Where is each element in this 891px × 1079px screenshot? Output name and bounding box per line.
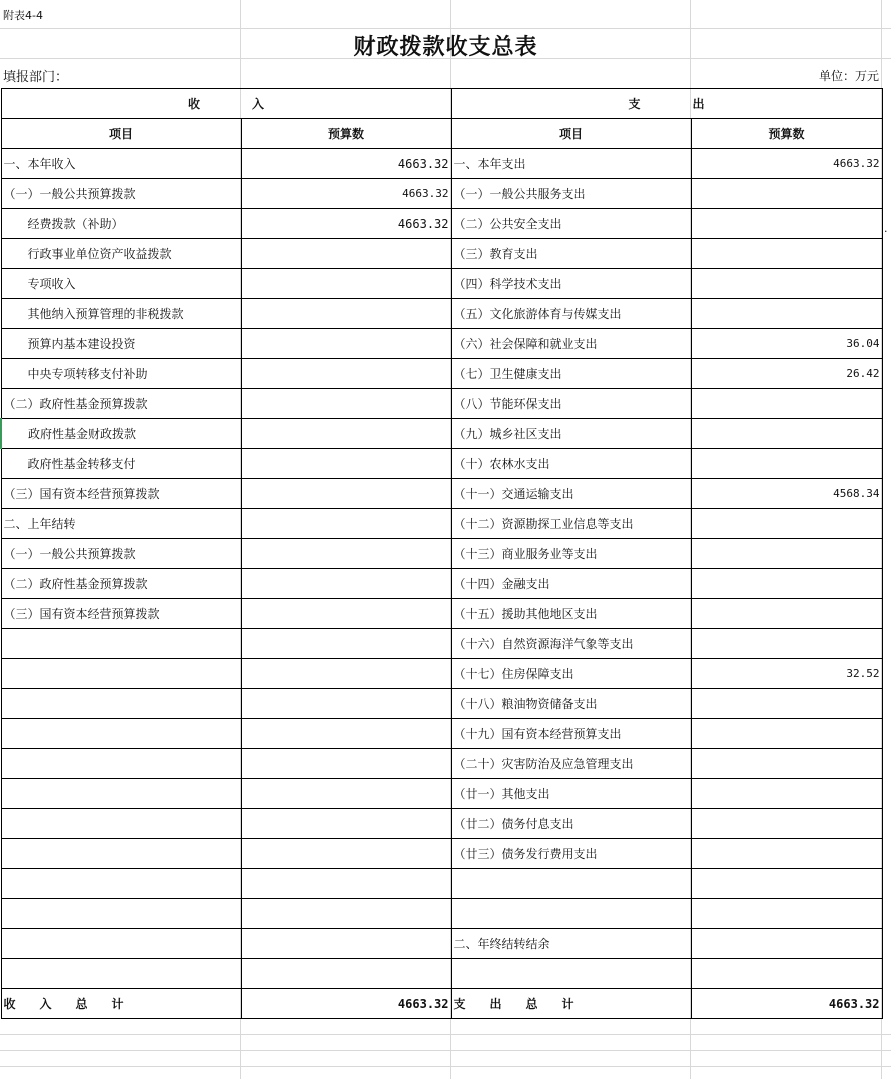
income-item-cell[interactable]: （三）国有资本经营预算拨款: [1, 479, 241, 509]
income-budget-cell[interactable]: [241, 809, 451, 839]
expense-item-cell[interactable]: （八）节能环保支出: [451, 389, 691, 419]
expense-item-cell[interactable]: （十七）住房保障支出: [451, 659, 691, 689]
expense-item-cell[interactable]: （七）卫生健康支出: [451, 359, 691, 389]
income-item-cell[interactable]: [1, 629, 241, 659]
stray-mark: .: [884, 222, 888, 235]
gridline: [0, 1066, 891, 1067]
expense-budget-cell[interactable]: [691, 299, 882, 329]
expense-budget-cell[interactable]: [691, 179, 882, 209]
table-row: [1, 329, 882, 359]
expense-item-cell[interactable]: （廿三）债务发行费用支出: [451, 839, 691, 869]
income-budget-cell[interactable]: [241, 329, 451, 359]
expense-budget-cell[interactable]: 26.42: [691, 359, 882, 389]
expense-item-cell[interactable]: （十八）粮油物资储备支出: [451, 689, 691, 719]
income-total-label[interactable]: [1, 989, 241, 1019]
expense-budget-cell[interactable]: [691, 599, 882, 629]
expense-budget-cell[interactable]: [691, 569, 882, 599]
income-item-cell[interactable]: （二）政府性基金预算拨款: [1, 389, 241, 419]
income-budget-cell[interactable]: [241, 299, 451, 329]
income-budget-cell[interactable]: [241, 599, 451, 629]
expense-item-cell[interactable]: （一）一般公共服务支出: [451, 179, 691, 209]
income-budget-cell[interactable]: [241, 779, 451, 809]
table-row: [1, 209, 882, 239]
income-budget-cell[interactable]: 4663.32: [241, 209, 451, 239]
income-budget-cell[interactable]: [241, 509, 451, 539]
expense-item-cell[interactable]: （六）社会保障和就业支出: [451, 329, 691, 359]
table-row: [1, 569, 882, 599]
income-item-cell[interactable]: [1, 869, 241, 899]
table-row: [1, 779, 882, 809]
expense-item-cell[interactable]: 一、本年支出: [451, 149, 691, 179]
expense-item-cell[interactable]: （十）农林水支出: [451, 449, 691, 479]
table-row: [1, 749, 882, 779]
expense-budget-cell[interactable]: [691, 719, 882, 749]
income-item-cell[interactable]: [1, 899, 241, 929]
income-item-cell[interactable]: [1, 719, 241, 749]
unit-label: 单位：万元: [818, 69, 879, 83]
income-budget-cell[interactable]: [241, 659, 451, 689]
total-label-char: 总: [75, 997, 88, 1011]
expense-item-cell[interactable]: [451, 899, 691, 929]
expense-item-cell[interactable]: （十三）商业服务业等支出: [451, 539, 691, 569]
expense-item-cell[interactable]: （二十）灾害防治及应急管理支出: [451, 749, 691, 779]
income-budget-cell[interactable]: [241, 839, 451, 869]
income-budget-cell[interactable]: [241, 419, 451, 449]
income-budget-cell[interactable]: [241, 569, 451, 599]
income-budget-cell[interactable]: [241, 689, 451, 719]
column-header-row: [1, 119, 882, 149]
section-header-row: [1, 89, 882, 119]
expense-item-cell[interactable]: （十四）金融支出: [451, 569, 691, 599]
table-row: [1, 239, 882, 269]
table-row: [1, 599, 882, 629]
totals-row: [1, 989, 882, 1019]
table-row: [1, 839, 882, 869]
income-item-cell[interactable]: （一）一般公共预算拨款: [1, 179, 241, 209]
expense-budget-cell[interactable]: [691, 809, 882, 839]
total-label-char: 总: [525, 997, 538, 1011]
total-label-char: 出: [489, 997, 502, 1011]
gridline: [0, 1034, 891, 1035]
table-row: [1, 869, 882, 899]
total-label-char: 计: [111, 997, 124, 1011]
income-budget-cell[interactable]: [241, 899, 451, 929]
income-item-cell[interactable]: [1, 839, 241, 869]
total-label-char: 计: [561, 997, 574, 1011]
income-budget-header[interactable]: 预算数: [241, 119, 451, 149]
income-item-cell[interactable]: （二）政府性基金预算拨款: [1, 569, 241, 599]
expense-item-header[interactable]: 项目: [451, 119, 691, 149]
expense-budget-cell[interactable]: 32.52: [691, 659, 882, 689]
income-item-cell[interactable]: 政府性基金财政拨款: [1, 419, 241, 449]
income-budget-cell[interactable]: [241, 539, 451, 569]
expense-item-cell[interactable]: （九）城乡社区支出: [451, 419, 691, 449]
income-item-cell[interactable]: 二、上年结转: [1, 509, 241, 539]
total-label-char: 支: [453, 997, 466, 1011]
expense-item-cell[interactable]: （三）教育支出: [451, 239, 691, 269]
expense-budget-cell[interactable]: 4568.34: [691, 479, 882, 509]
table-row: [1, 629, 882, 659]
expense-budget-cell[interactable]: [691, 959, 882, 989]
table-row: [1, 299, 882, 329]
income-item-cell[interactable]: 行政事业单位资产收益拨款: [1, 239, 241, 269]
expense-budget-cell[interactable]: [691, 209, 882, 239]
table-row: [1, 149, 882, 179]
expense-item-cell[interactable]: [451, 959, 691, 989]
income-item-cell[interactable]: [1, 749, 241, 779]
table-row: [1, 929, 882, 959]
expense-budget-cell[interactable]: 4663.32: [691, 149, 882, 179]
table-row: [1, 539, 882, 569]
income-budget-cell[interactable]: [241, 869, 451, 899]
expense-budget-cell[interactable]: [691, 689, 882, 719]
table-row: [1, 269, 882, 299]
expense-budget-cell[interactable]: [691, 269, 882, 299]
expense-budget-header[interactable]: 预算数: [691, 119, 882, 149]
table-row: [1, 689, 882, 719]
expense-budget-cell[interactable]: [691, 899, 882, 929]
income-item-cell[interactable]: （三）国有资本经营预算拨款: [1, 599, 241, 629]
income-item-header[interactable]: 项目: [1, 119, 241, 149]
income-item-cell[interactable]: （一）一般公共预算拨款: [1, 539, 241, 569]
income-budget-cell[interactable]: 4663.32: [241, 179, 451, 209]
expense-budget-cell[interactable]: [691, 869, 882, 899]
table-row: [1, 419, 882, 449]
gridline: [0, 1050, 891, 1051]
income-budget-cell[interactable]: [241, 959, 451, 989]
income-item-cell[interactable]: [1, 689, 241, 719]
expense-item-cell[interactable]: [451, 869, 691, 899]
expense-budget-cell[interactable]: [691, 239, 882, 269]
expense-item-cell[interactable]: （二）公共安全支出: [451, 209, 691, 239]
expense-budget-cell[interactable]: [691, 629, 882, 659]
expense-budget-cell[interactable]: [691, 929, 882, 959]
income-budget-cell[interactable]: [241, 479, 451, 509]
total-label-char: 入: [39, 997, 52, 1011]
income-section-header[interactable]: 收 入: [1, 89, 451, 119]
income-total-value[interactable]: 4663.32: [241, 989, 451, 1019]
expense-item-cell[interactable]: （十九）国有资本经营预算支出: [451, 719, 691, 749]
income-item-cell[interactable]: 政府性基金转移支付: [1, 449, 241, 479]
expense-section-header[interactable]: 支 出: [451, 89, 882, 119]
table-row: [1, 449, 882, 479]
income-item-cell[interactable]: [1, 809, 241, 839]
table-row: [1, 899, 882, 929]
page-title: 财政拨款收支总表: [353, 34, 538, 60]
table-row: [1, 389, 882, 419]
income-item-cell[interactable]: 专项收入: [1, 269, 241, 299]
income-item-cell[interactable]: 中央专项转移支付补助: [1, 359, 241, 389]
budget-table: [0, 88, 883, 1019]
reporting-department-label: 填报部门：: [3, 70, 69, 85]
expense-budget-cell[interactable]: 36.04: [691, 329, 882, 359]
income-item-cell[interactable]: 经费拨款（补助）: [1, 209, 241, 239]
total-label-char: 收: [3, 997, 16, 1011]
expense-item-cell[interactable]: （四）科学技术支出: [451, 269, 691, 299]
income-item-cell[interactable]: 一、本年收入: [1, 149, 241, 179]
expense-budget-cell[interactable]: [691, 779, 882, 809]
expense-budget-cell[interactable]: [691, 509, 882, 539]
expense-total-value[interactable]: 4663.32: [691, 989, 882, 1019]
expense-item-cell[interactable]: （廿二）债务付息支出: [451, 809, 691, 839]
table-row: [1, 179, 882, 209]
table-row: [1, 659, 882, 689]
income-item-cell[interactable]: 预算内基本建设投资: [1, 329, 241, 359]
income-budget-cell[interactable]: 4663.32: [241, 149, 451, 179]
gridline: [0, 28, 891, 29]
expense-item-cell[interactable]: （廿一）其他支出: [451, 779, 691, 809]
expense-budget-cell[interactable]: [691, 839, 882, 869]
expense-budget-cell[interactable]: [691, 419, 882, 449]
income-budget-cell[interactable]: [241, 719, 451, 749]
income-budget-cell[interactable]: [241, 359, 451, 389]
income-budget-cell[interactable]: [241, 269, 451, 299]
income-budget-cell[interactable]: [241, 449, 451, 479]
income-item-cell[interactable]: 其他纳入预算管理的非税拨款: [1, 299, 241, 329]
expense-budget-cell[interactable]: [691, 389, 882, 419]
expense-item-cell[interactable]: （十五）援助其他地区支出: [451, 599, 691, 629]
income-budget-cell[interactable]: [241, 389, 451, 419]
income-item-cell[interactable]: [1, 929, 241, 959]
table-row: [1, 959, 882, 989]
table-row: [1, 509, 882, 539]
table-row: [1, 359, 882, 389]
table-row: [1, 479, 882, 509]
income-item-cell[interactable]: [1, 959, 241, 989]
income-budget-cell[interactable]: [241, 629, 451, 659]
income-budget-cell[interactable]: [241, 929, 451, 959]
table-row: [1, 719, 882, 749]
expense-item-cell[interactable]: （十六）自然资源海洋气象等支出: [451, 629, 691, 659]
expense-item-cell[interactable]: （十二）资源勘探工业信息等支出: [451, 509, 691, 539]
expense-budget-cell[interactable]: [691, 449, 882, 479]
expense-item-cell[interactable]: （五）文化旅游体育与传媒支出: [451, 299, 691, 329]
table-row: [1, 809, 882, 839]
income-item-cell[interactable]: [1, 659, 241, 689]
income-item-cell[interactable]: [1, 779, 241, 809]
income-budget-cell[interactable]: [241, 749, 451, 779]
expense-budget-cell[interactable]: [691, 539, 882, 569]
appendix-label: 附表4-4: [3, 9, 43, 22]
expense-item-cell[interactable]: （十一）交通运输支出: [451, 479, 691, 509]
expense-budget-cell[interactable]: [691, 749, 882, 779]
expense-item-cell[interactable]: 二、年终结转结余: [451, 929, 691, 959]
income-budget-cell[interactable]: [241, 239, 451, 269]
expense-total-label[interactable]: [451, 989, 691, 1019]
